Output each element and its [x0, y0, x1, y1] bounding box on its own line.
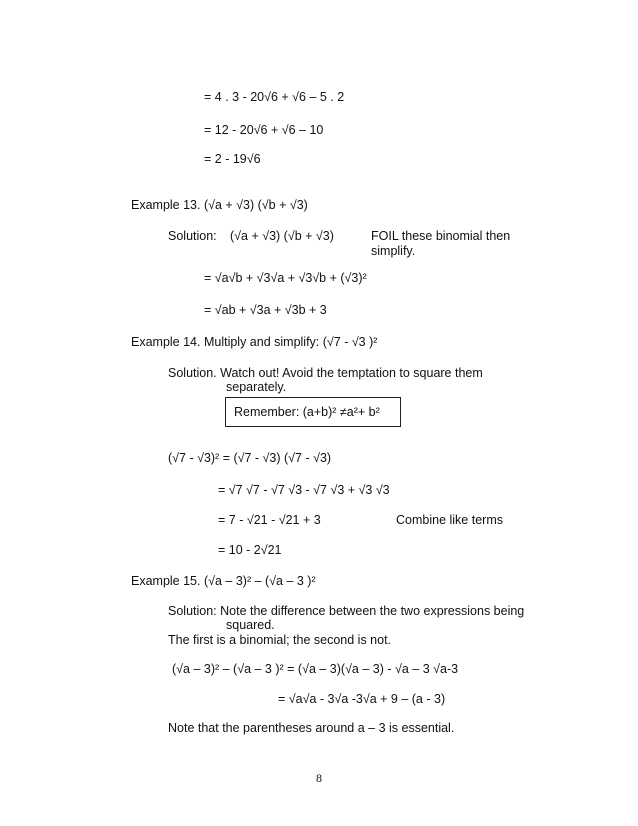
example-13-solution-expr: (√a + √3) (√b + √3) — [230, 229, 334, 243]
example-13-foil-note-2: simplify. — [371, 244, 416, 258]
example-13-solution-label: Solution: — [168, 229, 217, 243]
example-15-note-2: squared. — [226, 618, 275, 632]
example-14-heading: Example 14. Multiply and simplify: (√7 - √3 )² — [131, 335, 378, 349]
example-14-eq-0: (√7 - √3)² = (√7 - √3) (√7 - √3) — [168, 451, 332, 465]
example-14-solution-2: separately. — [226, 380, 287, 394]
example-15-eq-2: = √a√a - 3√a -3√a + 9 – (a - 3) — [278, 692, 446, 706]
example-15-note-1: Solution: Note the difference between the two expressions being — [168, 604, 525, 618]
example-15-eq-1: (√a – 3)² – (√a – 3 )² = (√a – 3)(√a – 3) - √a – 3 √a-3 — [172, 662, 459, 676]
step-line-2: = 12 - 20√6 + √6 – 10 — [204, 123, 324, 137]
example-13-step-2: = √ab + √3a + √3b + 3 — [204, 303, 327, 317]
example-14-combine-note: Combine like terms — [396, 513, 503, 527]
example-13-foil-note-1: FOIL these binomial then — [371, 229, 511, 243]
example-14-solution-1: Solution. Watch out! Avoid the temptation to square them — [168, 366, 483, 380]
example-14-eq-3: = 10 - 2√21 — [218, 543, 282, 557]
example-14-eq-1: = √7 √7 - √7 √3 - √7 √3 + √3 √3 — [218, 483, 390, 497]
page-number: 8 — [316, 771, 322, 785]
example-14-eq-2: = 7 - √21 - √21 + 3 — [218, 513, 321, 527]
example-13-heading: Example 13. (√a + √3) (√b + √3) — [131, 198, 308, 212]
example-15-note-3: The first is a binomial; the second is not. — [168, 633, 392, 647]
example-15-final-note: Note that the parentheses around a – 3 is essential. — [168, 721, 455, 735]
example-13-step-1: = √a√b + √3√a + √3√b + (√3)² — [204, 271, 367, 285]
example-15-heading: Example 15. (√a – 3)² – (√a – 3 )² — [131, 574, 316, 588]
step-line-1: = 4 . 3 - 20√6 + √6 – 5 . 2 — [204, 90, 345, 104]
step-line-3: = 2 - 19√6 — [204, 152, 261, 166]
remember-text: Remember: (a+b)² ≠a²+ b² — [234, 405, 380, 419]
remember-box — [225, 397, 401, 427]
